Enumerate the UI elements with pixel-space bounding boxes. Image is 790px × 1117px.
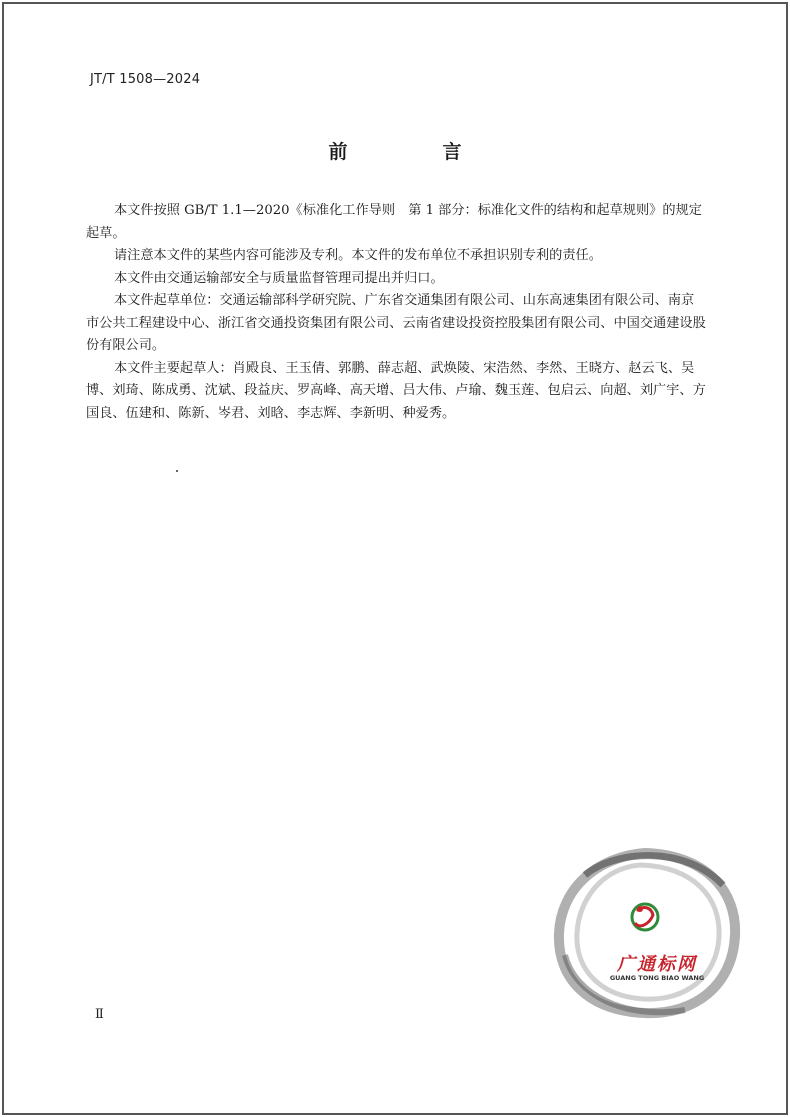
paragraph-proposer: 本文件由交通运输部安全与质量监督管理司提出并归口。 (114, 270, 444, 286)
stray-dot (176, 470, 178, 472)
brand-mark-icon (632, 904, 658, 930)
paragraph-drafting-rules: 本文件按照 GB/T 1.1—2020《标准化工作导则 第 1 部分：标准化文件的结构和起草规则》的规定起草。 (86, 203, 702, 241)
watermark-logo (545, 845, 745, 1020)
ink-circle-icon (545, 845, 745, 1020)
paragraph-drafters: 本文件主要起草人：肖殿良、王玉倩、郭鹏、薛志超、武焕陵、宋浩然、李然、王晓方、赵云飞、吴博、刘琦、陈成勇、沈斌、段益庆、罗高峰、高天增、吕大伟、卢瑜、魏玉莲、包启云、向超、刘广宇、方国良、伍建和、陈新、岑君、刘晗、李志辉、李新明、种爱秀。 (86, 360, 706, 421)
preface-body (86, 200, 706, 425)
page-number: Ⅱ (95, 1007, 104, 1022)
page-title: 前 言 (328, 141, 500, 163)
paragraph-patent-notice: 请注意本文件的某些内容可能涉及专利。本文件的发布单位不承担识别专利的责任。 (114, 248, 602, 263)
standard-code: JT/T 1508—2024 (90, 72, 201, 87)
watermark-logo-text: 广通标网 (617, 954, 697, 975)
paragraph-drafting-units: 本文件起草单位：交通运输部科学研究院、广东省交通集团有限公司、山东高速集团有限公司、南京市公共工程建设中心、浙江省交通投资集团有限公司、云南省建设投资控股集团有限公司、中国交通建设股份有限公司。 (86, 293, 706, 353)
watermark-logo-subtext: GUANG TONG BIAO WANG (609, 974, 705, 982)
